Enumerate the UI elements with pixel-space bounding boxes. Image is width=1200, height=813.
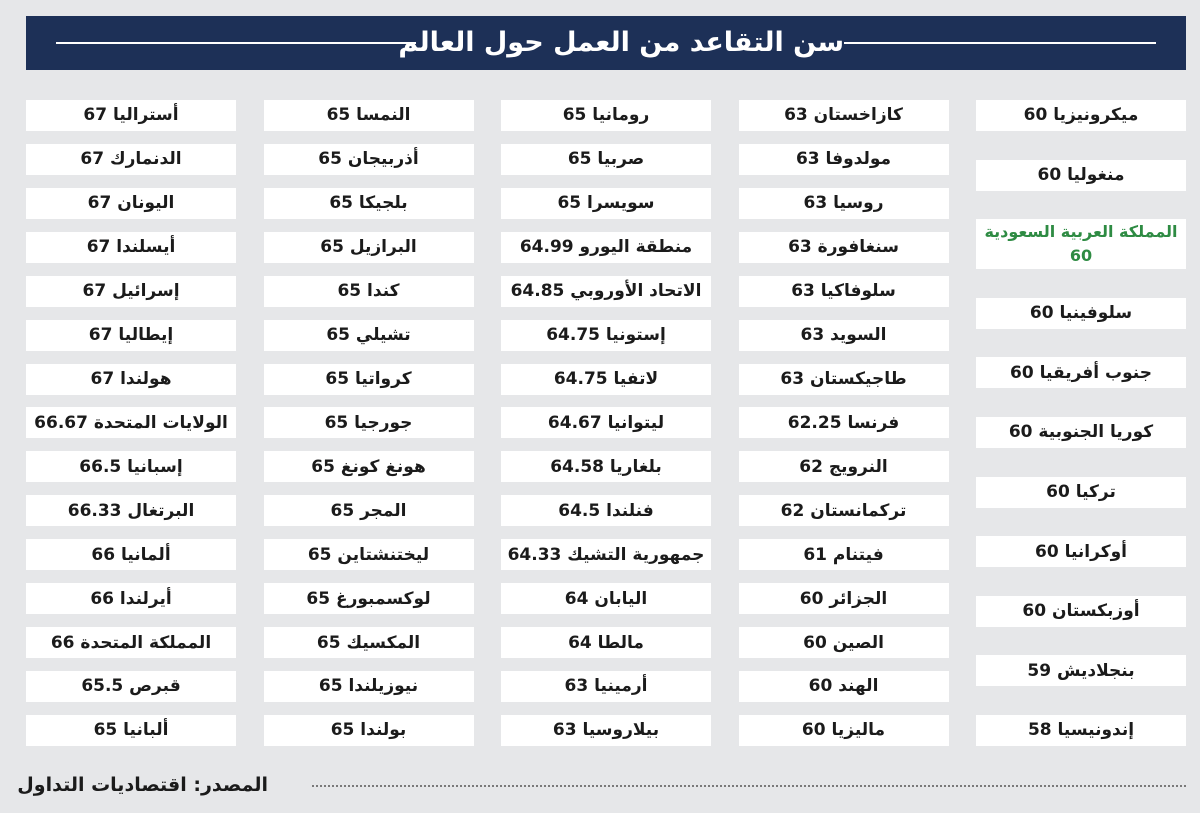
country-cell: سلوفاكيا 63 (739, 276, 949, 307)
country-cell: مالطا 64 (501, 627, 711, 658)
country-cell: فنلندا 64.5 (501, 495, 711, 526)
country-cell: ألمانيا 66 (26, 539, 236, 570)
country-cell: أيرلندا 66 (26, 583, 236, 614)
retirement-age-grid (26, 100, 1186, 746)
country-cell: تركيا 60 (976, 477, 1186, 508)
country-cell: أيسلندا 67 (26, 232, 236, 263)
country-cell: النمسا 65 (264, 100, 474, 131)
country-cell: قبرص 65.5 (26, 671, 236, 702)
country-cell: صربيا 65 (501, 144, 711, 175)
country-cell: تشيلي 65 (264, 320, 474, 351)
country-cell: الدنمارك 67 (26, 144, 236, 175)
country-cell: كازاخستان 63 (739, 100, 949, 131)
country-cell: أوكرانيا 60 (976, 536, 1186, 567)
country-cell: ألبانيا 65 (26, 715, 236, 746)
country-cell: البرازيل 65 (264, 232, 474, 263)
country-cell: سنغافورة 63 (739, 232, 949, 263)
country-cell: إيطاليا 67 (26, 320, 236, 351)
country-cell: كرواتيا 65 (264, 364, 474, 395)
column-2 (264, 100, 474, 746)
column-5 (976, 100, 1186, 746)
country-cell: بنجلاديش 59 (976, 655, 1186, 686)
country-cell: إسرائيل 67 (26, 276, 236, 307)
title-rule-left (56, 42, 416, 44)
country-cell: منطقة اليورو 64.99 (501, 232, 711, 263)
country-cell: تركمانستان 62 (739, 495, 949, 526)
country-cell: بيلاروسيا 63 (501, 715, 711, 746)
country-cell: أوزبكستان 60 (976, 596, 1186, 627)
country-cell: إندونيسيا 58 (976, 715, 1186, 746)
country-cell: النرويج 62 (739, 451, 949, 482)
country-cell: هولندا 67 (26, 364, 236, 395)
country-cell: مولدوفا 63 (739, 144, 949, 175)
country-cell: المملكة المتحدة 66 (26, 627, 236, 658)
country-cell: روسيا 63 (739, 188, 949, 219)
country-cell: هونغ كونغ 65 (264, 451, 474, 482)
footer-dotted-rule (312, 785, 1186, 787)
country-cell: جورجيا 65 (264, 407, 474, 438)
country-cell: الجزائر 60 (739, 583, 949, 614)
country-cell: نيوزيلندا 65 (264, 671, 474, 702)
country-cell: الاتحاد الأوروبي 64.85 (501, 276, 711, 307)
country-cell: اليابان 64 (501, 583, 711, 614)
country-cell: الصين 60 (739, 627, 949, 658)
country-cell: أذربيجان 65 (264, 144, 474, 175)
page-title: سن التقاعد من العمل حول العالم (398, 27, 844, 58)
country-cell: المجر 65 (264, 495, 474, 526)
country-cell: كوريا الجنوبية 60 (976, 417, 1186, 448)
country-cell: بلغاريا 64.58 (501, 451, 711, 482)
column-3 (501, 100, 711, 746)
country-cell: المملكة العربية السعودية 60 (976, 219, 1186, 269)
title-rule-right (844, 42, 1156, 44)
country-cell: إستونيا 64.75 (501, 320, 711, 351)
country-cell: الولايات المتحدة 66.67 (26, 407, 236, 438)
title-bar (26, 16, 1186, 70)
country-cell: اليونان 67 (26, 188, 236, 219)
country-cell: لاتفيا 64.75 (501, 364, 711, 395)
country-cell: منغوليا 60 (976, 160, 1186, 191)
country-cell: فيتنام 61 (739, 539, 949, 570)
country-cell: رومانيا 65 (501, 100, 711, 131)
column-4 (739, 100, 949, 746)
country-cell: إسبانيا 66.5 (26, 451, 236, 482)
footer (17, 770, 1186, 800)
country-cell: جمهورية التشيك 64.33 (501, 539, 711, 570)
country-cell: بلجيكا 65 (264, 188, 474, 219)
source-credit: المصدر: اقتصاديات التداول (17, 774, 268, 796)
column-1 (26, 100, 236, 746)
country-cell: سويسرا 65 (501, 188, 711, 219)
country-cell: سلوفينيا 60 (976, 298, 1186, 329)
country-cell: لوكسمبورغ 65 (264, 583, 474, 614)
country-cell: جنوب أفريقيا 60 (976, 357, 1186, 388)
country-cell: السويد 63 (739, 320, 949, 351)
country-cell: المكسيك 65 (264, 627, 474, 658)
country-cell: ليختنشتاين 65 (264, 539, 474, 570)
country-cell: ليتوانيا 64.67 (501, 407, 711, 438)
country-cell: الهند 60 (739, 671, 949, 702)
country-cell: أستراليا 67 (26, 100, 236, 131)
country-cell: كندا 65 (264, 276, 474, 307)
country-cell: أرمينيا 63 (501, 671, 711, 702)
country-cell: ميكرونيزيا 60 (976, 100, 1186, 131)
country-cell: فرنسا 62.25 (739, 407, 949, 438)
country-cell: ماليزيا 60 (739, 715, 949, 746)
country-cell: البرتغال 66.33 (26, 495, 236, 526)
country-cell: بولندا 65 (264, 715, 474, 746)
country-cell: طاجيكستان 63 (739, 364, 949, 395)
